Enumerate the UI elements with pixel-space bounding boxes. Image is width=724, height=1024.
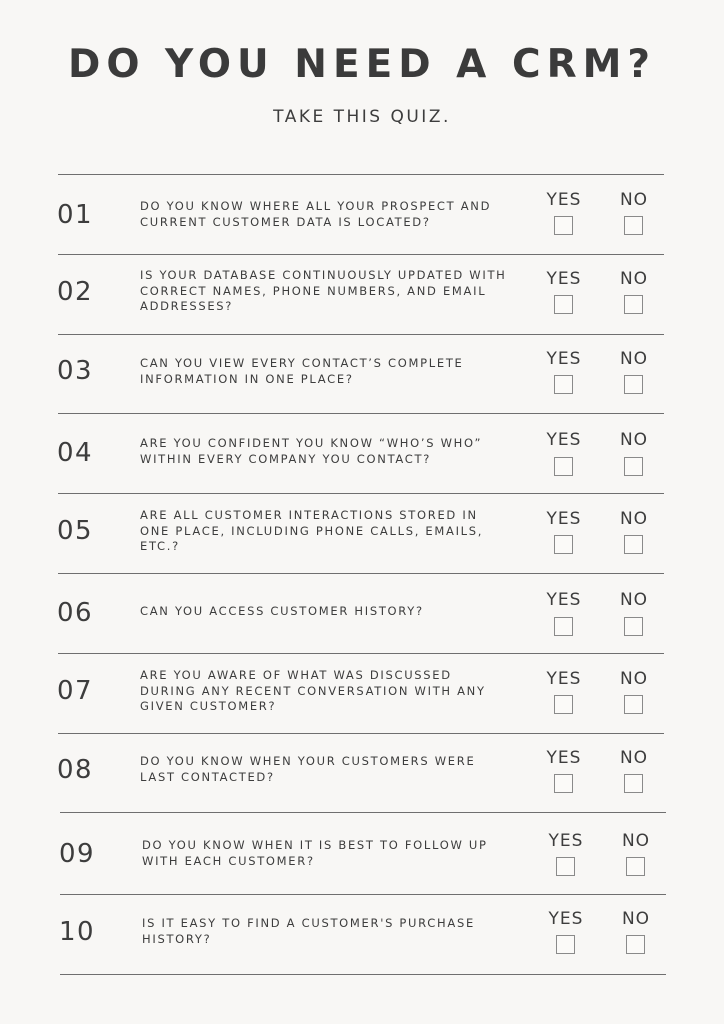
no-label: NO xyxy=(619,349,649,369)
no-label: NO xyxy=(621,831,651,851)
no-checkbox[interactable] xyxy=(624,535,643,554)
no-label: NO xyxy=(619,190,649,210)
question-text: CAN YOU ACCESS CUSTOMER HISTORY? xyxy=(140,604,424,618)
yes-label: YES xyxy=(546,590,582,610)
yes-checkbox[interactable] xyxy=(554,216,573,235)
row-divider xyxy=(60,812,666,813)
row-divider xyxy=(58,733,664,734)
no-checkbox[interactable] xyxy=(624,695,643,714)
no-checkbox[interactable] xyxy=(624,774,643,793)
row-divider xyxy=(58,334,664,335)
yes-checkbox[interactable] xyxy=(554,695,573,714)
question-text: DO YOU KNOW WHEN YOUR CUSTOMERS WERE LAST CONTACTED? xyxy=(140,754,476,784)
no-label: NO xyxy=(619,748,649,768)
page-title: DO YOU NEED A CRM? xyxy=(67,42,657,87)
no-label: NO xyxy=(619,509,649,529)
question-number: 06 xyxy=(57,598,94,628)
yes-label: YES xyxy=(546,190,582,210)
question-number: 03 xyxy=(57,356,94,386)
yes-checkbox[interactable] xyxy=(554,535,573,554)
yes-checkbox[interactable] xyxy=(554,295,573,314)
page-subtitle: TAKE THIS QUIZ. xyxy=(273,107,451,127)
yes-checkbox[interactable] xyxy=(554,375,573,394)
no-label: NO xyxy=(619,590,649,610)
question-number: 07 xyxy=(57,676,94,706)
yes-label: YES xyxy=(546,349,582,369)
row-divider xyxy=(60,974,666,975)
no-checkbox[interactable] xyxy=(624,457,643,476)
no-checkbox[interactable] xyxy=(626,857,645,876)
no-checkbox[interactable] xyxy=(626,935,645,954)
question-number: 09 xyxy=(59,839,96,869)
question-text: IS IT EASY TO FIND A CUSTOMER'S PURCHASE HISTORY? xyxy=(142,916,475,946)
yes-label: YES xyxy=(546,430,582,450)
yes-label: YES xyxy=(546,509,582,529)
row-divider xyxy=(58,254,664,255)
yes-checkbox[interactable] xyxy=(554,617,573,636)
question-number: 04 xyxy=(57,438,94,468)
question-text: ARE YOU CONFIDENT YOU KNOW “WHO’S WHO” WITHIN EVERY COMPANY YOU CONTACT? xyxy=(140,436,483,466)
question-text: IS YOUR DATABASE CONTINUOUSLY UPDATED WITH CORRECT NAMES, PHONE NUMBERS, AND EMAIL ADDRESSES? xyxy=(140,268,507,313)
no-label: NO xyxy=(621,909,651,929)
question-text: ARE ALL CUSTOMER INTERACTIONS STORED IN ONE PLACE, INCLUDING PHONE CALLS, EMAILS, ETC.? xyxy=(140,508,484,553)
yes-checkbox[interactable] xyxy=(554,774,573,793)
row-divider xyxy=(60,894,666,895)
no-checkbox[interactable] xyxy=(624,295,643,314)
yes-checkbox[interactable] xyxy=(554,457,573,476)
question-number: 01 xyxy=(57,200,94,230)
yes-checkbox[interactable] xyxy=(556,857,575,876)
no-checkbox[interactable] xyxy=(624,375,643,394)
row-divider xyxy=(58,653,664,654)
row-divider xyxy=(58,174,664,175)
question-number: 02 xyxy=(57,277,94,307)
row-divider xyxy=(58,573,664,574)
question-number: 10 xyxy=(59,917,96,947)
yes-checkbox[interactable] xyxy=(556,935,575,954)
question-number: 08 xyxy=(57,755,94,785)
yes-label: YES xyxy=(546,748,582,768)
row-divider xyxy=(58,413,664,414)
question-text: ARE YOU AWARE OF WHAT WAS DISCUSSED DURING ANY RECENT CONVERSATION WITH ANY GIVEN CUSTOMER? xyxy=(140,668,486,713)
no-checkbox[interactable] xyxy=(624,216,643,235)
no-label: NO xyxy=(619,669,649,689)
question-text: DO YOU KNOW WHEN IT IS BEST TO FOLLOW UP WITH EACH CUSTOMER? xyxy=(142,838,488,868)
no-label: NO xyxy=(619,430,649,450)
no-label: NO xyxy=(619,269,649,289)
question-text: CAN YOU VIEW EVERY CONTACT’S COMPLETE INFORMATION IN ONE PLACE? xyxy=(140,356,464,386)
yes-label: YES xyxy=(548,909,584,929)
no-checkbox[interactable] xyxy=(624,617,643,636)
row-divider xyxy=(58,493,664,494)
question-number: 05 xyxy=(57,516,94,546)
yes-label: YES xyxy=(546,669,582,689)
yes-label: YES xyxy=(548,831,584,851)
yes-label: YES xyxy=(546,269,582,289)
question-text: DO YOU KNOW WHERE ALL YOUR PROSPECT AND CURRENT CUSTOMER DATA IS LOCATED? xyxy=(140,199,492,229)
